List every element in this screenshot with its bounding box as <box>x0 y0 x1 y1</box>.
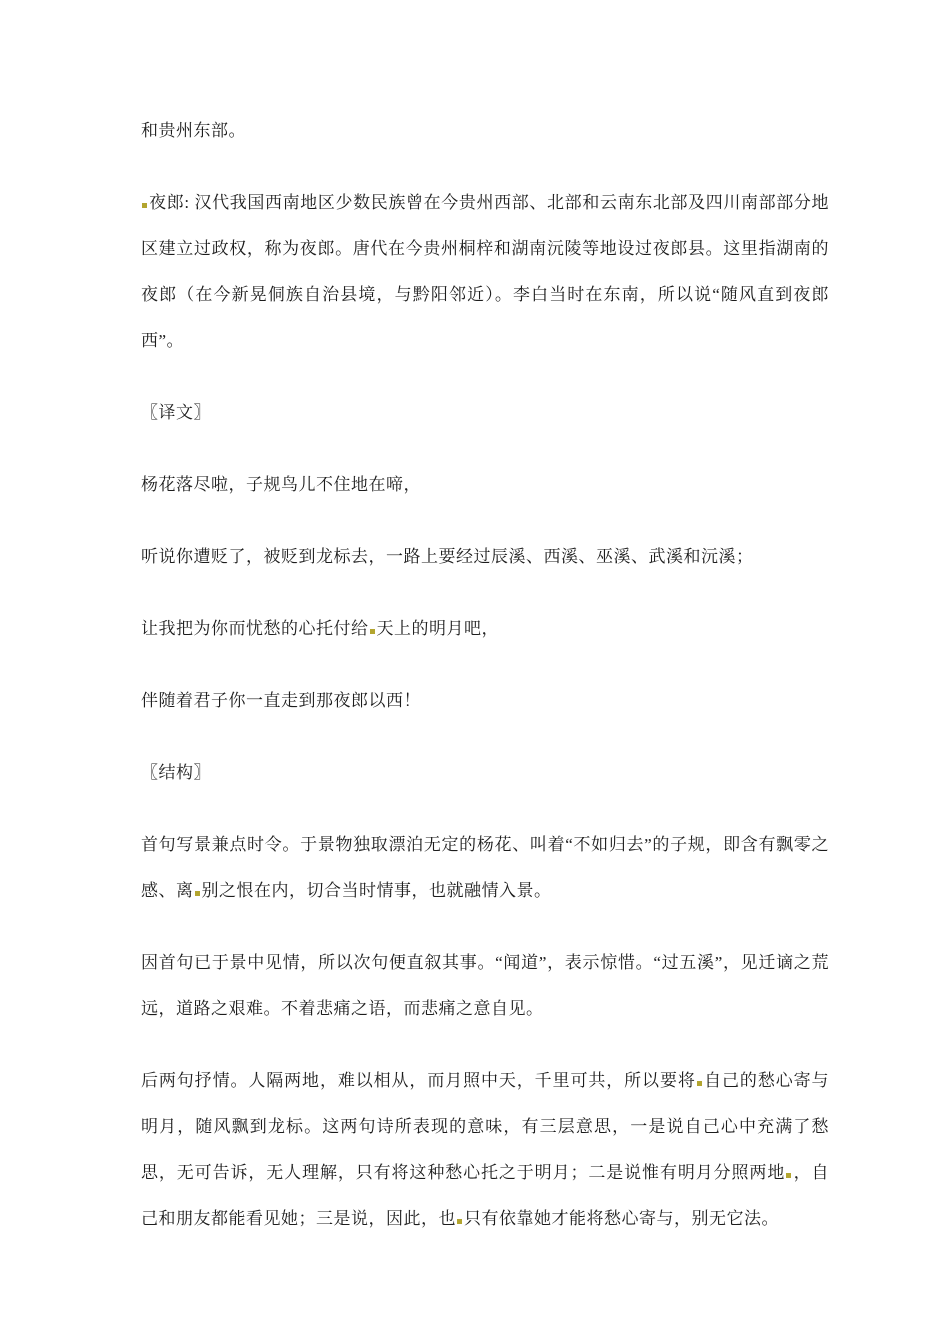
document-body <box>141 108 829 1268</box>
text-run: 后两句抒情。人隔两地，难以相从，而月照中天，千里可共，所以要将 <box>141 1071 696 1090</box>
text-run: 杨花落尽啦，子规鸟儿不住地在啼， <box>141 475 421 494</box>
paragraph <box>141 606 829 652</box>
text-run: 因首句已于景中见情，所以次句便直叙其事。“闻道”，表示惊惜。“过五溪”，见迁谪之荒远，道路之艰难。不着悲痛之语，而悲痛之意自见。 <box>141 953 829 1018</box>
paragraph <box>141 534 829 580</box>
text-run: 伴随着君子你一直走到那夜郎以西！ <box>141 691 421 710</box>
paragraph <box>141 462 829 508</box>
paragraph <box>141 108 829 154</box>
text-run: 〖译文〗 <box>141 403 211 422</box>
text-run: 和贵州东部。 <box>141 121 246 140</box>
text-run: 自己的愁心寄与明月，随风飘到龙标。这两句诗所表现的意味，有三层意思，一是说自己心中充满了愁思，无可告诉，无人理解，只有将这种愁心托之于明月；二是说惟有明月分照两地 <box>141 1071 830 1182</box>
text-run: 听说你遭贬了，被贬到龙标去，一路上要经过辰溪、西溪、巫溪、武溪和沅溪； <box>141 547 754 566</box>
text-run: 首句写景兼点时令。于景物独取漂泊无定的杨花、叫着“不如归去”的子规，即含有飘零之感、离 <box>141 835 829 900</box>
paragraph <box>141 1058 829 1242</box>
paragraph <box>141 940 829 1032</box>
paragraph <box>141 678 829 724</box>
paragraph <box>141 180 829 364</box>
paragraph <box>141 390 829 436</box>
text-run: ，自己和朋友都能看见她；三是说，因此，也 <box>141 1163 830 1228</box>
text-run: 夜郎: 汉代我国西南地区少数民族曾在今贵州西部、北部和云南东北部及四川南部部分地区建立过政权，称为夜郎。唐代在今贵州桐梓和湖南沅陵等地设过夜郎县。这里指湖南的夜郎（在今新晃侗族自治县境，与黔阳邻近）。李白当时在东南，所以说“随风直到夜郎西”。 <box>141 193 829 350</box>
text-run: 让我把为你而忧愁的心托付给 <box>141 619 369 638</box>
paragraph <box>141 750 829 796</box>
highlight-dot <box>457 1219 462 1224</box>
paragraph <box>141 822 829 914</box>
highlight-dot <box>142 203 147 208</box>
highlight-dot <box>786 1173 791 1178</box>
text-run: 天上的明月吧， <box>376 619 499 638</box>
text-run: 只有依靠她才能将愁心寄与，别无它法。 <box>464 1209 779 1228</box>
text-run: 别之恨在内，切合当时情事，也就融情入景。 <box>201 881 552 900</box>
highlight-dot <box>195 891 200 896</box>
highlight-dot <box>697 1081 702 1086</box>
text-run: 〖结构〗 <box>141 763 211 782</box>
highlight-dot <box>370 629 375 634</box>
